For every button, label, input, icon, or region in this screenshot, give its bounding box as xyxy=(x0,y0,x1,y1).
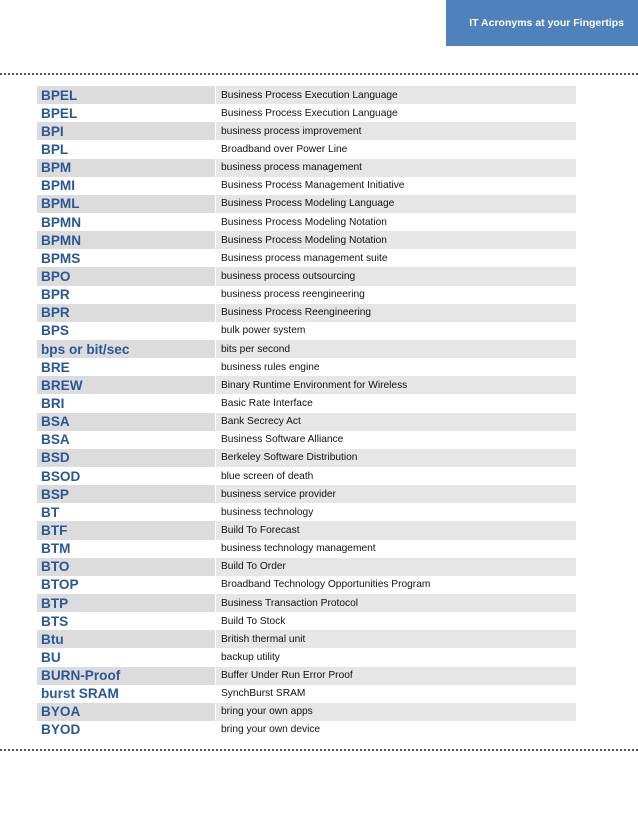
definition-cell: Business Process Modeling Notation xyxy=(215,213,576,231)
definition-cell: Business Process Reengineering xyxy=(215,304,576,322)
acronym-cell: BSA xyxy=(41,414,70,430)
bottom-dotted-divider xyxy=(0,749,638,751)
table-row xyxy=(37,413,576,431)
table-row xyxy=(37,431,576,449)
definition-cell: Business Process Management Initiative xyxy=(215,177,576,195)
definition-cell: bits per second xyxy=(215,340,576,358)
table-row xyxy=(37,122,576,140)
acronym-cell: BPMI xyxy=(41,178,75,194)
definition-cell: business process reengineering xyxy=(215,286,576,304)
table-row xyxy=(37,703,576,721)
definition-cell: business technology xyxy=(215,503,576,521)
table-row xyxy=(37,630,576,648)
definition-cell: blue screen of death xyxy=(215,467,576,485)
definition-cell: Business Process Modeling Language xyxy=(215,195,576,213)
top-dotted-divider xyxy=(0,73,638,75)
definition-cell: Build To Stock xyxy=(215,612,576,630)
acronym-cell: BPEL xyxy=(41,87,78,103)
definition-cell: business process outsourcing xyxy=(215,267,576,285)
table-row xyxy=(37,249,576,267)
acronym-cell: BSA xyxy=(41,432,70,448)
acronym-cell: BPR xyxy=(41,305,70,321)
acronym-cell: BPMN xyxy=(41,214,82,230)
table-row xyxy=(37,612,576,630)
acronym-cell: BPEL xyxy=(41,105,78,121)
acronym-cell: BTS xyxy=(41,613,69,629)
table-row xyxy=(37,231,576,249)
acronym-cell: BPI xyxy=(41,123,64,139)
acronym-cell: BREW xyxy=(41,377,83,393)
table-row xyxy=(37,540,576,558)
table-row xyxy=(37,594,576,612)
definition-cell: Business Software Alliance xyxy=(215,431,576,449)
document-title: IT Acronyms at your Fingertips xyxy=(469,17,624,29)
acronym-cell: BTOP xyxy=(41,577,79,593)
table-row xyxy=(37,340,576,358)
definition-cell: SynchBurst SRAM xyxy=(215,685,576,703)
acronym-cell: BYOA xyxy=(41,704,81,720)
acronym-table xyxy=(37,86,576,739)
definition-cell: bulk power system xyxy=(215,322,576,340)
acronym-cell: BU xyxy=(41,649,61,665)
table-row xyxy=(37,159,576,177)
acronym-cell: BSD xyxy=(41,450,70,466)
table-row xyxy=(37,576,576,594)
definition-cell: Basic Rate Interface xyxy=(215,394,576,412)
definition-cell: British thermal unit xyxy=(215,630,576,648)
acronym-cell: BURN-Proof xyxy=(41,668,121,684)
acronym-cell: BPMS xyxy=(41,250,81,266)
table-row xyxy=(37,503,576,521)
acronym-cell: BPS xyxy=(41,323,69,339)
definition-cell: Buffer Under Run Error Proof xyxy=(215,667,576,685)
definition-cell: Business Process Modeling Notation xyxy=(215,231,576,249)
table-row xyxy=(37,721,576,739)
definition-cell: Business Process Execution Language xyxy=(215,104,576,122)
table-row xyxy=(37,485,576,503)
definition-cell: bring your own apps xyxy=(215,703,576,721)
acronym-cell: BTM xyxy=(41,541,71,557)
acronym-cell: BRI xyxy=(41,395,65,411)
table-row xyxy=(37,467,576,485)
definition-cell: Business Process Execution Language xyxy=(215,86,576,104)
table-row xyxy=(37,267,576,285)
definition-cell: Binary Runtime Environment for Wireless xyxy=(215,376,576,394)
acronym-cell: BYOD xyxy=(41,722,81,738)
acronym-cell: BPMN xyxy=(41,232,82,248)
table-row xyxy=(37,195,576,213)
table-row xyxy=(37,394,576,412)
definition-cell: business service provider xyxy=(215,485,576,503)
table-row xyxy=(37,667,576,685)
acronym-cell: BTP xyxy=(41,595,69,611)
table-row xyxy=(37,449,576,467)
acronym-cell: BPL xyxy=(41,141,69,157)
table-row xyxy=(37,304,576,322)
acronym-cell: BTO xyxy=(41,559,70,575)
table-row xyxy=(37,322,576,340)
definition-cell: Berkeley Software Distribution xyxy=(215,449,576,467)
table-row xyxy=(37,648,576,666)
definition-cell: business rules engine xyxy=(215,358,576,376)
acronym-cell: BT xyxy=(41,504,60,520)
table-row xyxy=(37,213,576,231)
definition-cell: business process improvement xyxy=(215,122,576,140)
table-row xyxy=(37,86,576,104)
acronym-cell: burst SRAM xyxy=(41,686,119,702)
definition-cell: Business process management suite xyxy=(215,249,576,267)
table-row xyxy=(37,177,576,195)
definition-cell: Broadband over Power Line xyxy=(215,140,576,158)
header-banner xyxy=(446,0,638,46)
definition-cell: business process management xyxy=(215,159,576,177)
definition-cell: Business Transaction Protocol xyxy=(215,594,576,612)
table-row xyxy=(37,376,576,394)
acronym-cell: BPM xyxy=(41,160,72,176)
acronym-cell: Btu xyxy=(41,631,64,647)
table-row xyxy=(37,286,576,304)
definition-cell: Bank Secrecy Act xyxy=(215,413,576,431)
definition-cell: backup utility xyxy=(215,648,576,666)
table-row xyxy=(37,685,576,703)
definition-cell: Broadband Technology Opportunities Program xyxy=(215,576,576,594)
definition-cell: Build To Order xyxy=(215,558,576,576)
table-row xyxy=(37,140,576,158)
acronym-cell: BSOD xyxy=(41,468,81,484)
acronym-cell: BRE xyxy=(41,359,70,375)
definition-cell: business technology management xyxy=(215,540,576,558)
table-row xyxy=(37,358,576,376)
acronym-cell: BPO xyxy=(41,268,71,284)
definition-cell: bring your own device xyxy=(215,721,576,739)
table-row xyxy=(37,558,576,576)
definition-cell: Build To Forecast xyxy=(215,521,576,539)
acronym-cell: BPR xyxy=(41,287,70,303)
table-row xyxy=(37,104,576,122)
table-row xyxy=(37,521,576,539)
acronym-cell: BSP xyxy=(41,486,69,502)
acronym-cell: bps or bit/sec xyxy=(41,341,130,357)
acronym-cell: BTF xyxy=(41,522,68,538)
acronym-cell: BPML xyxy=(41,196,80,212)
